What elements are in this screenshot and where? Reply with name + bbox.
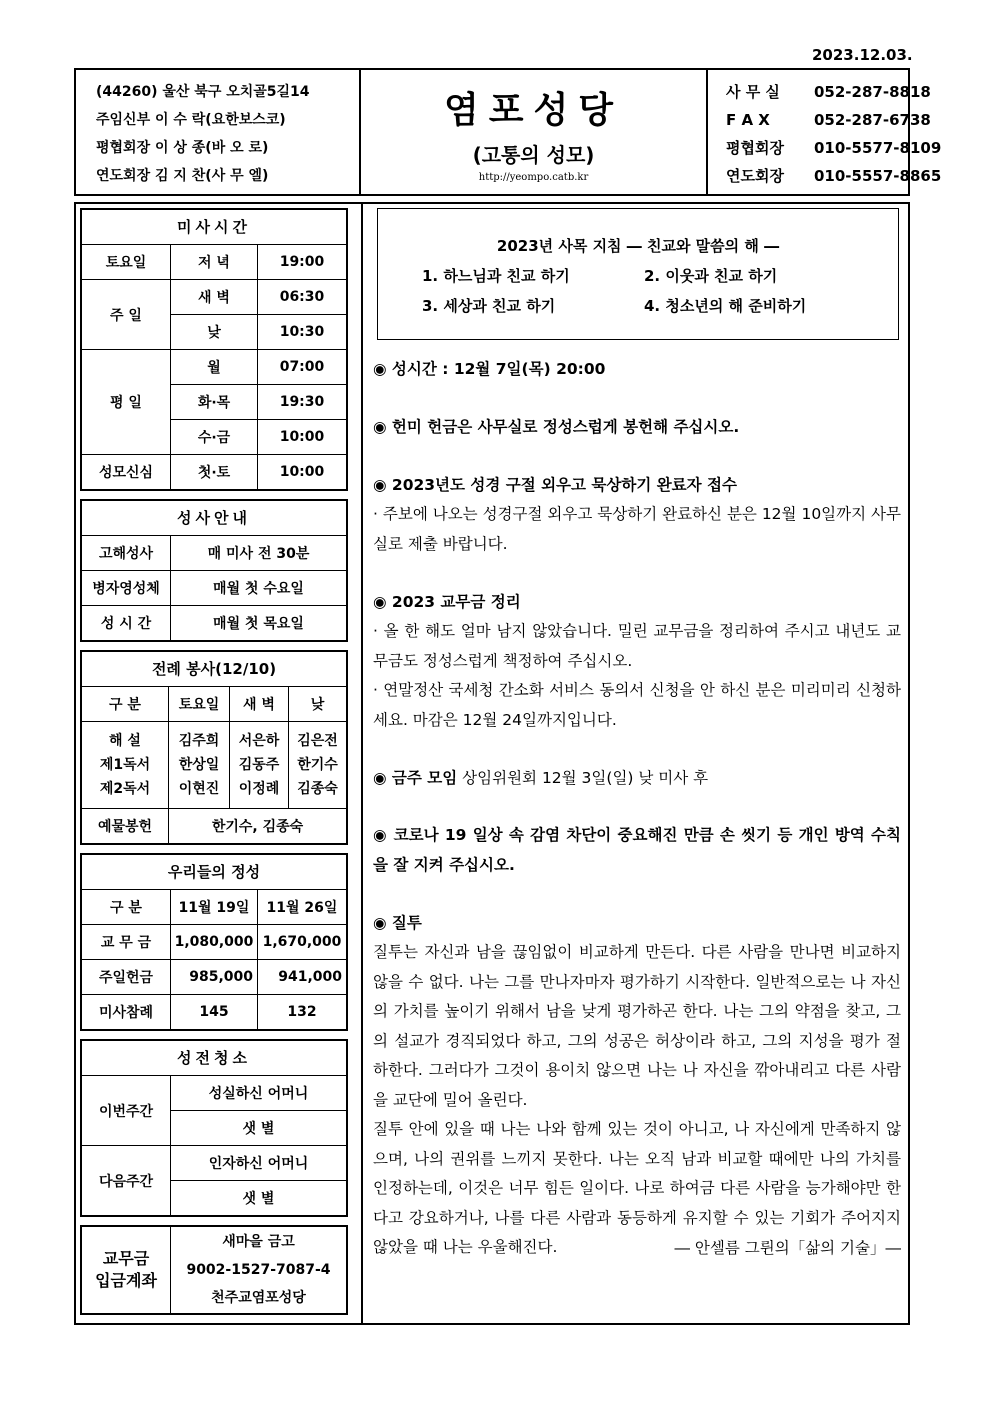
council-president: 평협회장 이 상 종(바 오 로) (96, 140, 269, 156)
notice-dues-body-1: · 올 한 해도 얼마 남지 않았습니다. 밀린 교무금을 정리하여 주시고 내년도 교무금도 정성스럽게 책정하여 주십시오. (373, 622, 901, 670)
liturgy-day: 김은전 한기수 김종숙 (289, 722, 347, 809)
issue-date: 2023.12.03. (812, 46, 913, 64)
mass-time-name: 낮 (171, 315, 258, 350)
liturgy-dawn: 서은하 김동주 이정례 (230, 722, 289, 809)
contact-office: 사 무 실 052-287-8818 (726, 83, 931, 101)
essay-paragraph-2: 질투 안에 있을 때 나는 나와 함께 있는 것이 아니고, 나 자신에게 만족하지 않으며, 나의 권위를 느끼지 못한다. 나는 오직 남과 비교할 때에만 나의 가치를 인정하는데, 이것은 너무 힘든 일이다. 나로 하여금 다른 사람을 능가해야만 한다고 강요하거나, 나를 다른 사람과 동등하게 유지할 수 있는 기회가 주어지지 않았을 때 나는 우울해진다. (373, 1120, 901, 1256)
finance-label: 교 무 금 (82, 925, 171, 960)
notice-dues-title: ◉ 2023 교무금 정리 (373, 593, 521, 611)
notice-holy-hour: ◉ 성시간 : 12월 7일(목) 20:00 (373, 360, 606, 378)
finance-value: 145 (171, 995, 258, 1030)
cleaning-this-week: 이번주간 (82, 1076, 171, 1146)
cleaning-team: 성실하신 어머니 (171, 1076, 347, 1111)
essay-source: ― 안셀름 그륀의「삶의 기술」― (674, 1238, 901, 1257)
policy-title: 2023년 사목 지침 ― 친교와 말씀의 해 ― (496, 237, 780, 255)
sacrament-value: 매 미사 전 30분 (171, 536, 347, 571)
yeondo-president: 연도회장 김 지 찬(사 무 엘) (96, 168, 269, 184)
bulletin-body (74, 202, 910, 1325)
policy-row-1: 1. 하느님과 친교 하기 2. 이웃과 친교 하기 (422, 267, 778, 285)
finance-label: 주일헌금 (82, 960, 171, 995)
offering-label: 예물봉헌 (82, 809, 169, 844)
account-label: 교무금 입금계좌 (82, 1227, 171, 1313)
notice-covid: ◉ 코로나 19 일상 속 감염 차단이 중요해진 만큼 손 씻기 등 개인 방역 수칙을 잘 지켜 주십시오. (373, 826, 901, 874)
address: (44260) 울산 북구 오치골5길14 (96, 84, 310, 100)
finance-header: 11월 19일 (171, 890, 258, 925)
sacrament-guide (80, 499, 348, 642)
parish-subtitle: (고통의 성모) (472, 143, 595, 167)
right-column (361, 204, 908, 1323)
mass-time-name: 첫·토 (171, 455, 258, 490)
cleaning-title: 성전청소 (82, 1041, 346, 1076)
sacrament-value: 매월 첫 목요일 (213, 616, 304, 632)
mass-time: 06:30 (258, 280, 347, 315)
cleaning-team: 인자하신 어머니 (171, 1146, 347, 1181)
parish-title-block (361, 70, 706, 194)
finance-value: 1,670,000 (258, 925, 347, 960)
notice-bible-verse-body: · 주보에 나오는 성경구절 외우고 묵상하기 완료하신 분은 12월 10일까지 사무실로 제출 바랍니다. (373, 505, 901, 553)
policy-row-2: 3. 세상과 친교 하기 4. 청소년의 해 준비하기 (422, 297, 807, 315)
finance-value: 1,080,000 (171, 925, 258, 960)
mass-day: 성모신심 (82, 455, 171, 490)
liturgy-header: 새 벽 (230, 687, 289, 722)
cleaning-team: 샛 별 (242, 1191, 275, 1207)
contacts (706, 70, 942, 194)
donation-account (80, 1225, 348, 1315)
finance-value: 941,000 (258, 960, 347, 995)
notice-meeting: ◉ 금주 모임 상임위원회 12월 3일(일) 낮 미사 후 (373, 769, 709, 787)
contact-council: 평협회장 010-5577-8109 (726, 139, 942, 157)
mass-time: 10:30 (258, 315, 347, 350)
mass-day: 토요일 (82, 245, 171, 280)
sacrament-value: 매월 첫 수요일 (171, 571, 347, 606)
mass-time-name: 새 벽 (171, 280, 258, 315)
mass-time: 07:00 (258, 350, 347, 385)
mass-schedule-title: 미사시간 (82, 210, 346, 245)
finance-header: 11월 26일 (258, 890, 347, 925)
finance-title: 우리들의 정성 (82, 855, 346, 890)
sacrament-label: 고해성사 (82, 536, 171, 571)
header (74, 68, 942, 196)
parish-url[interactable]: http://yeompo.catb.kr (478, 172, 589, 183)
sacrament-label: 병자영성체 (82, 571, 171, 606)
offering-value: 한기수, 김종숙 (211, 819, 304, 835)
finance-value: 985,000 (171, 960, 258, 995)
cleaning-next-week: 다음주간 (82, 1146, 171, 1216)
mass-time: 19:30 (258, 385, 347, 420)
essay-paragraph-1: 질투는 자신과 남을 끊임없이 비교하게 만든다. 다른 사람을 만나면 비교하지 않을 수 없다. 나는 그를 만나자마자 평가하기 시작한다. 일반적으로는 나 자신의 가치를 높이기 위해서 남을 낮게 평가하곤 한다. 나는 그의 약점을 찾고, 그의 설교가 경직되었다 하고, 그의 성공은 허상이라 하고, 그의 지성을 평가 절하한다. 그러다가 그것이 용이치 않으면 나는 나 자신을 깎아내리고 다른 사람을 교단에 밀어 올린다. (373, 943, 901, 1109)
mass-schedule (80, 208, 348, 491)
mass-time-name: 수·금 (171, 420, 258, 455)
essay-title: ◉ 질투 (373, 914, 422, 932)
mass-time: 10:00 (279, 464, 325, 480)
contact-fax: F A X 052-287-6738 (726, 111, 931, 129)
church-cleaning (80, 1039, 348, 1217)
sacrament-label: 성 시 간 (82, 606, 171, 641)
mass-time: 10:00 (258, 420, 347, 455)
liturgy-header: 토요일 (169, 687, 230, 722)
finance-header: 구 분 (82, 890, 171, 925)
liturgy-roles: 해 설 제1독서 제2독서 (82, 722, 169, 809)
account-details: 새마을 금고 9002-1527-7087-4 천주교염포성당 (186, 1234, 331, 1306)
parish-name: 염포성당 (443, 90, 624, 131)
notice-rice-offering: ◉ 헌미 헌금은 사무실로 정성스럽게 봉헌해 주십시오. (373, 418, 740, 436)
finance-label: 미사참례 (82, 995, 171, 1030)
liturgy-service (80, 650, 348, 845)
mass-time: 19:00 (258, 245, 347, 280)
pastor: 주임신부 이 수 락(요한보스코) (96, 112, 286, 128)
finance-value: 132 (287, 1004, 317, 1020)
parish-info (76, 70, 361, 194)
notice-dues-body-2: · 연말정산 국세청 간소화 서비스 동의서 신청을 안 하신 분은 미리미리 신청하세요. 마감은 12월 24일까지입니다. (373, 681, 901, 729)
mass-time-name: 저 녁 (171, 245, 258, 280)
left-column (80, 208, 352, 1315)
cleaning-team: 샛 별 (171, 1111, 347, 1146)
finance-report (80, 853, 348, 1031)
liturgy-header: 낮 (289, 687, 347, 722)
mass-day: 평 일 (82, 350, 171, 455)
liturgy-header: 구 분 (82, 687, 169, 722)
notice-bible-verse-title: ◉ 2023년도 성경 구절 외우고 묵상하기 완료자 접수 (373, 476, 737, 494)
mass-time-name: 월 (171, 350, 258, 385)
sacrament-title: 성사안내 (82, 501, 346, 536)
pastoral-policy-box (377, 208, 899, 340)
liturgy-saturday: 김주희 한상일 이현진 (169, 722, 230, 809)
mass-day: 주 일 (82, 280, 171, 350)
notices (373, 354, 901, 1263)
contact-yeondo: 연도회장 010-5557-8865 (726, 167, 942, 185)
mass-time-name: 화·목 (171, 385, 258, 420)
liturgy-title: 전례 봉사(12/10) (82, 652, 346, 687)
